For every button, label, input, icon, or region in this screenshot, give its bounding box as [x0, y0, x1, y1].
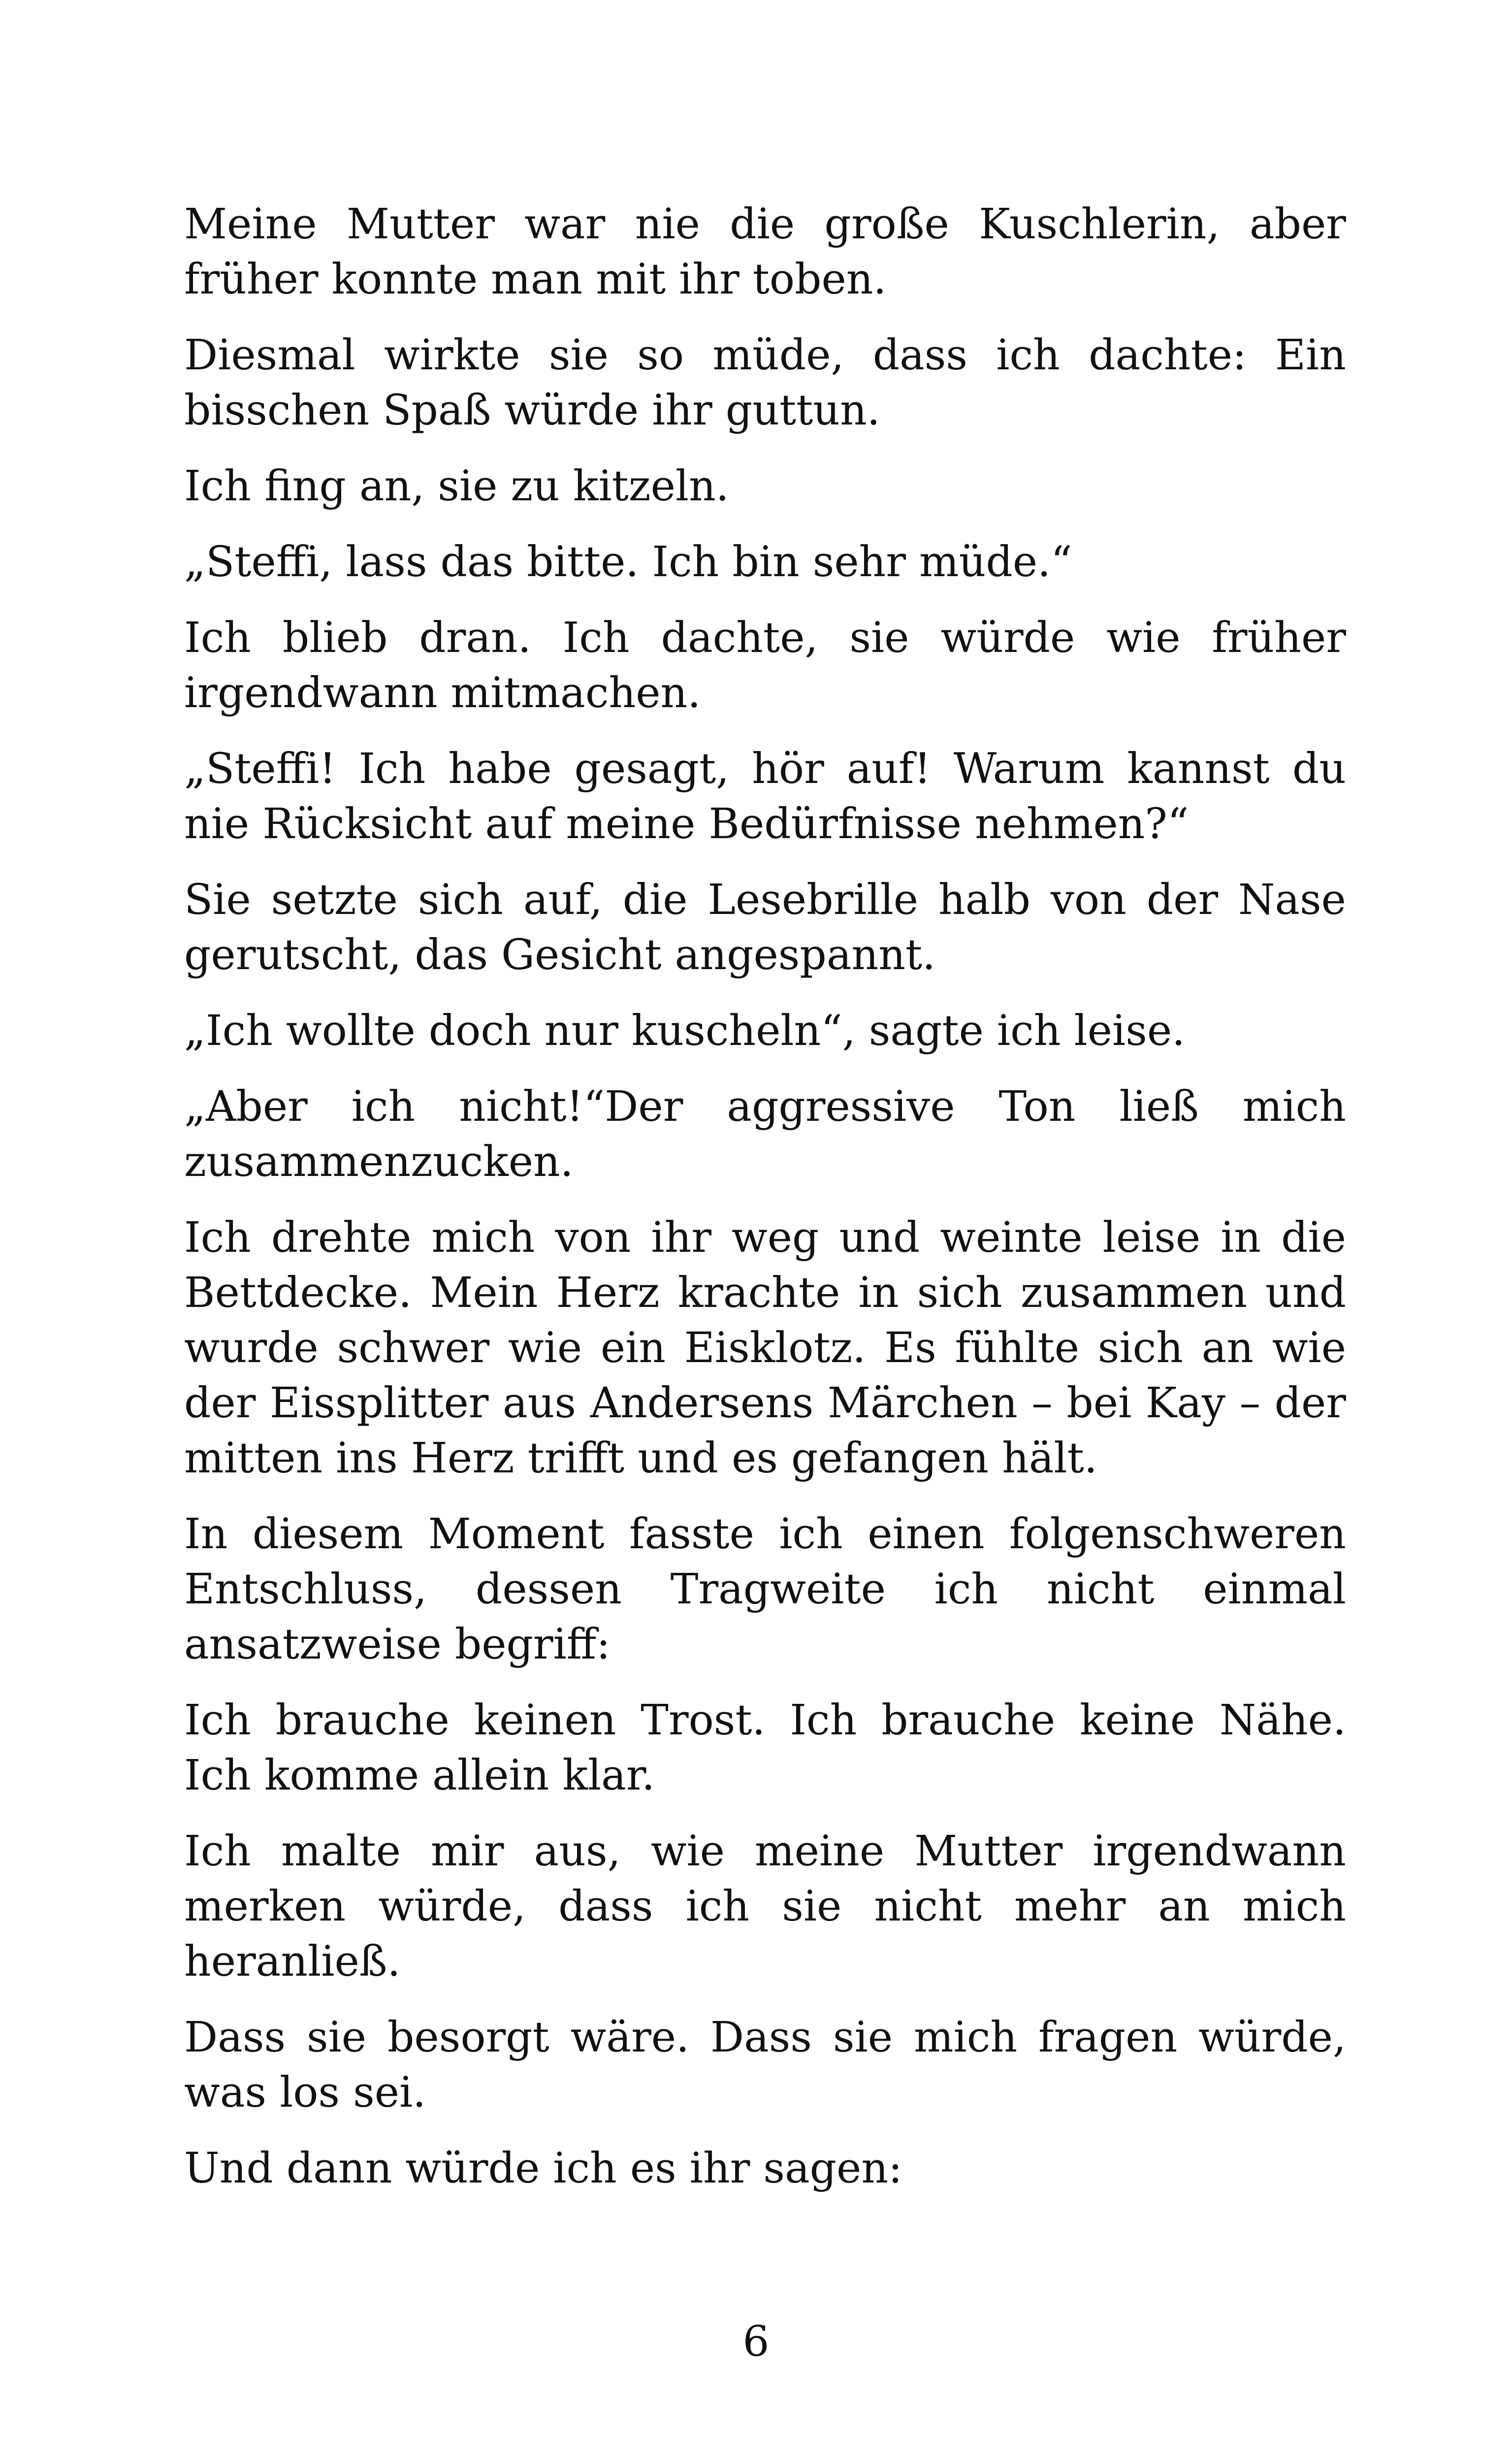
paragraph: „Steffi! Ich habe gesagt, hör auf! Warum kannst du nie Rücksicht auf meine Bedürfnisse nehmen?“ [184, 745, 1346, 848]
paragraph: „Ich wollte doch nur kuscheln“, sagte ich leise. [184, 1007, 1186, 1055]
paragraph: „Aber ich nicht!“Der aggressive Ton ließ mich zusammenzucken. [184, 1082, 1346, 1186]
paragraph: Ich malte mir aus, wie meine Mutter irgendwann merken würde, dass ich sie nicht mehr an mich heranließ. [184, 1827, 1346, 1986]
paragraph: Ich blieb dran. Ich dachte, sie würde wie früher irgendwann mitmachen. [184, 614, 1346, 717]
paragraph: In diesem Moment fasste ich einen folgenschweren Entschluss, dessen Tragweite ich nicht einmal ansatzweise begriff: [184, 1510, 1346, 1669]
paragraph: Dass sie besorgt wäre. Dass sie mich fragen würde, was los sei. [184, 2013, 1346, 2117]
page-number: 6 [742, 2317, 770, 2366]
paragraph: Sie setzte sich auf, die Lesebrille halb von der Nase gerutscht, das Gesicht angespannt. [184, 876, 1346, 979]
paragraph: Und dann würde ich es ihr sagen: [184, 2144, 902, 2193]
paragraph: Ich brauche keinen Trost. Ich brauche keine Nähe. Ich komme allein klar. [184, 1696, 1346, 1800]
paragraph: Ich drehte mich von ihr weg und weinte leise in die Bettdecke. Mein Herz krachte in sich zusammen und wurde schwer wie ein Eisklotz. Es fühlte sich an wie der Eissplitter aus Andersens Märchen – bei Kay – der mitten ins Herz trifft und es gefangen hält. [184, 1213, 1346, 1483]
paragraph: „Steffi, lass das bitte. Ich bin sehr müde.“ [184, 538, 1072, 586]
paragraph: Meine Mutter war nie die große Kuschlerin, aber früher konnte man mit ihr toben. [184, 200, 1346, 304]
paragraph: Diesmal wirkte sie so müde, dass ich dachte: Ein bisschen Spaß würde ihr guttun. [184, 331, 1346, 435]
paragraph: Ich fing an, sie zu kitzeln. [184, 462, 729, 511]
body-text [184, 197, 1346, 2217]
